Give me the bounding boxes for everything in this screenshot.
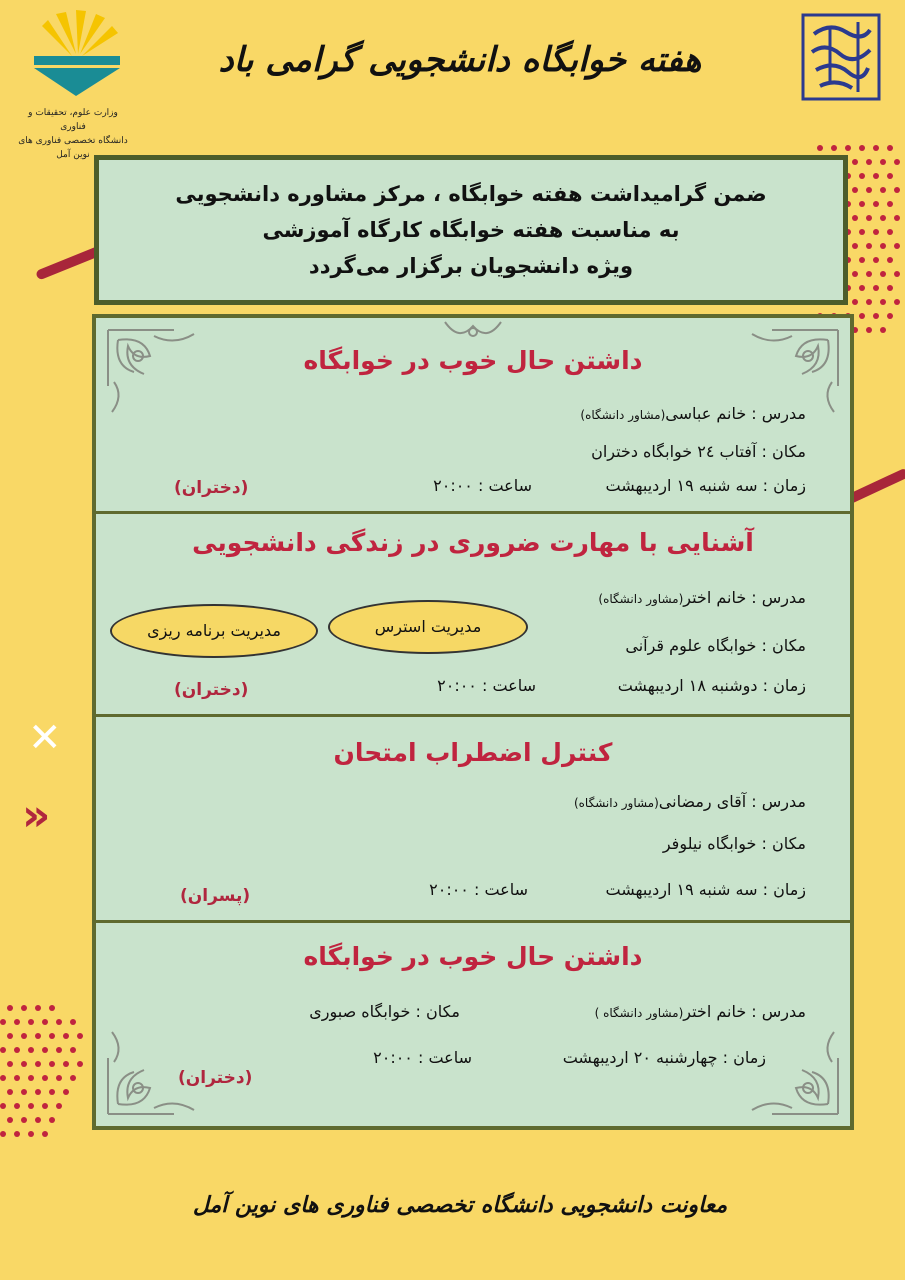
workshop-2-place: مکان : خوابگاه علوم قرآنی <box>625 636 806 655</box>
workshop-4-instructor-note: (مشاور دانشگاه ) <box>594 1006 684 1020</box>
page-title: هفته خوابگاه دانشجویی گرامی باد <box>218 40 702 80</box>
workshop-divider-3 <box>96 920 850 923</box>
workshop-3-place: مکان : خوابگاه نیلوفر <box>662 834 806 853</box>
workshops-frame <box>92 314 854 1130</box>
ornament-bottom-right-icon <box>722 1028 842 1118</box>
workshop-3-time: زمان : سه شنبه ١٩ اردیبهشت <box>605 880 806 899</box>
footer-signature: معاونت دانشجویی دانشگاه تخصصی فناوری های نوین آمل <box>192 1192 728 1218</box>
ministry-caption-line1: وزارت علوم، تحقیقات و فناوری <box>28 108 118 132</box>
topic-oval-planning-management: مدیریت برنامه ریزی <box>110 604 318 658</box>
workshop-divider-1 <box>96 511 850 514</box>
workshop-2-title: آشنایی با مهارت ضروری در زندگی دانشجویی <box>192 528 754 557</box>
workshop-3-instructor-note: (مشاور دانشگاه) <box>573 796 659 810</box>
close-cross-decor-icon: ✕ <box>28 715 62 761</box>
intro-line-2: به مناسبت هفته خوابگاه کارگاه آموزشی <box>262 218 680 242</box>
workshop-2-hour: ساعت : ٢٠:٠٠ <box>437 676 536 695</box>
ministry-caption-line2: دانشگاه تخصصی فناوری های نوین آمل <box>18 136 128 160</box>
workshop-1-instructor-note: (مشاور دانشگاه) <box>580 408 666 422</box>
workshop-2-time: زمان : دوشنبه ١٨ اردیبهشت <box>617 676 806 695</box>
student-affairs-seal-logo <box>800 12 882 102</box>
workshop-3-instructor: مدرس : آقای رمضانی(مشاور دانشگاه) <box>573 792 806 811</box>
dot-pattern-bottom-left <box>0 1000 100 1150</box>
workshop-4-time: زمان : چهارشنبه ٢٠ اردیبهشت <box>562 1048 766 1067</box>
workshop-1-title: داشتن حال خوب در خوابگاه <box>303 346 643 375</box>
workshop-1-time: زمان : سه شنبه ١٩ اردیبهشت <box>605 476 806 495</box>
workshop-1-instructor: مدرس : خانم عباسی(مشاور دانشگاه) <box>580 404 806 423</box>
double-chevron-left-decor-icon: » <box>22 790 51 841</box>
workshop-2-audience-badge: (دختران) <box>174 680 249 700</box>
workshop-4-audience-badge: (دختران) <box>178 1068 253 1088</box>
workshop-3-title: کنترل اضطراب امتحان <box>333 738 613 767</box>
intro-line-3: ویژه دانشجویان برگزار می‌گردد <box>308 254 634 278</box>
workshop-4-hour: ساعت : ٢٠:٠٠ <box>373 1048 472 1067</box>
workshop-2-instructor-note: (مشاور دانشگاه) <box>598 592 684 606</box>
workshop-1-place: مکان : آفتاب ٢٤ خوابگاه دختران <box>591 442 806 461</box>
workshop-divider-2 <box>96 714 850 717</box>
workshop-2-instructor: مدرس : خانم اختر(مشاور دانشگاه) <box>598 588 806 607</box>
ornament-top-center-icon <box>441 318 505 344</box>
workshop-1-audience-badge: (دختران) <box>174 478 249 498</box>
workshop-1-hour: ساعت : ٢٠:٠٠ <box>433 476 532 495</box>
intro-line-1: ضمن گرامیداشت هفته خوابگاه ، مرکز مشاوره دانشجویی <box>175 182 767 206</box>
intro-panel <box>94 155 848 305</box>
workshop-4-title: داشتن حال خوب در خوابگاه <box>303 942 643 971</box>
workshop-3-hour: ساعت : ٢٠:٠٠ <box>429 880 528 899</box>
university-emblem-icon <box>26 10 126 98</box>
workshop-4-instructor: مدرس : خانم اختر(مشاور دانشگاه ) <box>594 1002 806 1021</box>
workshop-3-audience-badge: (پسران) <box>180 886 251 906</box>
workshop-4-place: مکان : خوابگاه صبوری <box>309 1002 460 1021</box>
university-logo <box>18 10 128 160</box>
topic-oval-stress-management: مدیریت استرس <box>328 600 528 654</box>
